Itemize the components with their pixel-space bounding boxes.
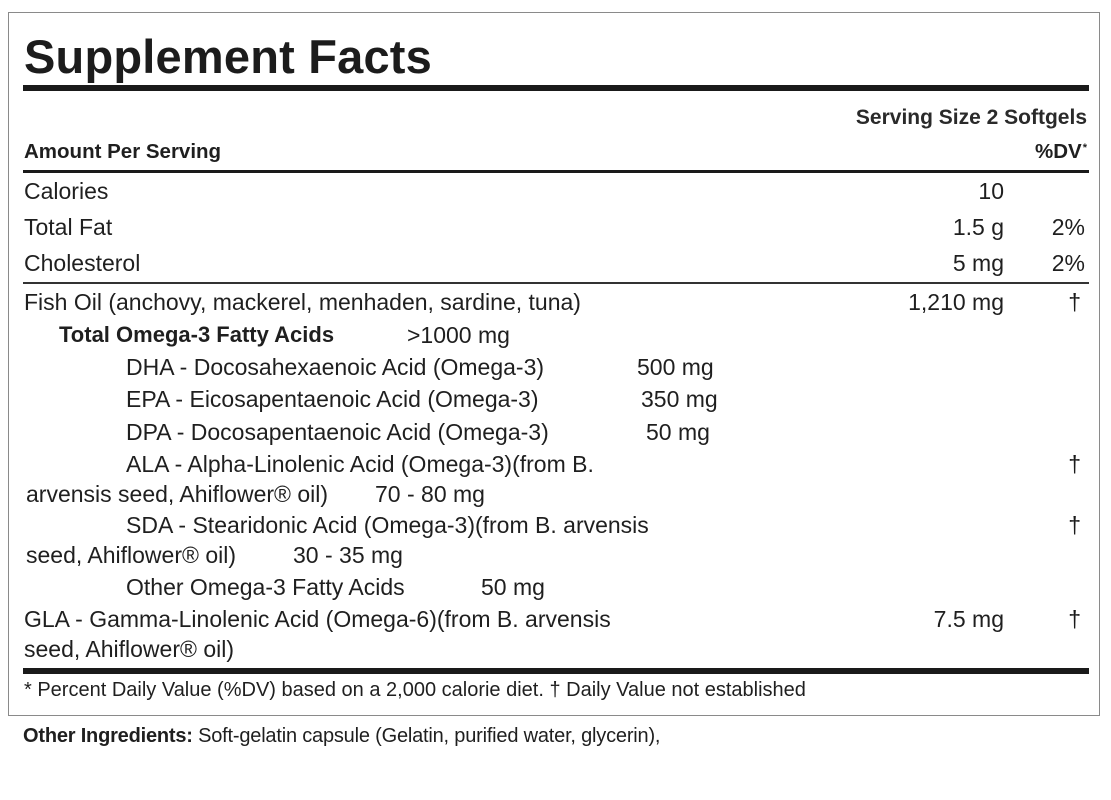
ingredient-amount-dha: 500 mg <box>637 354 714 380</box>
serving-size: Serving Size 2 Softgels <box>855 106 1087 129</box>
ingredient-dv-fish-oil: † <box>1068 289 1081 315</box>
ingredient-label-gla-line1: GLA - Gamma-Linolenic Acid (Omega-6)(from B. arvensis <box>24 606 611 632</box>
nutrient-label-cholesterol: Cholesterol <box>24 250 141 276</box>
ingredient-dv-sda: † <box>1068 512 1081 538</box>
header-divider <box>23 170 1089 173</box>
panel-title: Supplement Facts <box>24 30 433 83</box>
dv-footnote: * Percent Daily Value (%DV) based on a 2,000 calorie diet. † Daily Value not established <box>24 679 806 701</box>
ingredient-label-dpa: DPA - Docosapentaenoic Acid (Omega-3) <box>126 419 549 445</box>
ingredient-amount-sda: 30 - 35 mg <box>293 542 403 568</box>
nutrient-dv-total-fat: 2% <box>1051 214 1085 240</box>
ingredient-amount-total-omega3: >1000 mg <box>407 322 510 348</box>
nutrient-amount-total-fat: 1.5 g <box>952 214 1004 240</box>
ingredient-dv-gla: † <box>1068 606 1081 632</box>
nutrient-amount-calories: 10 <box>978 178 1004 204</box>
ingredient-label-dha: DHA - Docosahexaenoic Acid (Omega-3) <box>126 354 545 380</box>
ingredient-amount-epa: 350 mg <box>641 386 718 412</box>
ingredient-amount-dpa: 50 mg <box>646 419 710 445</box>
ingredient-label-epa: EPA - Eicosapentaenoic Acid (Omega-3) <box>126 386 539 412</box>
ingredient-dv-ala: † <box>1068 451 1081 477</box>
ingredient-amount-fish-oil: 1,210 mg <box>908 289 1004 315</box>
nutrient-dv-cholesterol: 2% <box>1051 250 1085 276</box>
ingredient-label-other-omega3: Other Omega-3 Fatty Acids <box>126 574 405 600</box>
ingredient-amount-other-omega3: 50 mg <box>481 574 545 600</box>
nutrient-amount-cholesterol: 5 mg <box>952 250 1004 276</box>
dv-header-asterisk: * <box>1082 142 1087 154</box>
title-divider <box>23 85 1089 91</box>
other-ingredients-label: Other Ingredients: <box>23 725 193 747</box>
nutrient-divider <box>23 282 1089 284</box>
footnote-divider <box>23 668 1089 674</box>
dv-header-label: %DV <box>1035 140 1082 163</box>
ingredient-label-total-omega3: Total Omega-3 Fatty Acids <box>59 322 335 347</box>
nutrient-label-calories: Calories <box>24 178 109 204</box>
other-ingredients-text: Soft-gelatin capsule (Gelatin, purified water, glycerin), <box>192 725 661 747</box>
ingredient-amount-gla: 7.5 mg <box>933 606 1004 632</box>
ingredient-label-ala-line2: arvensis seed, Ahiflower® oil) <box>26 481 329 507</box>
nutrient-label-total-fat: Total Fat <box>24 214 113 240</box>
ingredient-amount-ala: 70 - 80 mg <box>375 481 485 507</box>
dv-header <box>1035 140 1087 164</box>
ingredient-label-gla-line2: seed, Ahiflower® oil) <box>24 636 234 662</box>
other-ingredients <box>23 725 660 748</box>
supplement-facts-panel <box>8 12 1100 716</box>
ingredient-label-sda-line2: seed, Ahiflower® oil) <box>26 542 236 568</box>
ingredient-label-sda-line1: SDA - Stearidonic Acid (Omega-3)(from B. arvensis <box>126 512 649 538</box>
ingredient-label-ala-line1: ALA - Alpha-Linolenic Acid (Omega-3)(from B. <box>126 451 594 477</box>
ingredient-label-fish-oil: Fish Oil (anchovy, mackerel, menhaden, sardine, tuna) <box>24 289 581 315</box>
amount-per-serving-header: Amount Per Serving <box>24 140 222 163</box>
